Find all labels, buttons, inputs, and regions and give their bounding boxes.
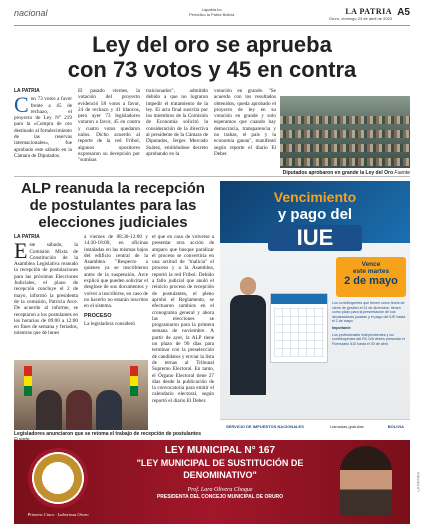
story1-caption-text: Diputados aprobaron en grande la Ley del Oro xyxy=(282,170,394,176)
story1-dropcap: C xyxy=(14,92,29,118)
banner-law-title: "LEY MUNICIPAL DE SUSTITUCIÓN DE DENOMINATIVO" xyxy=(136,458,304,480)
story2-headline: ALP reanuda la recepción de postulantes para las elecciones judiciales xyxy=(21,180,205,231)
story1-headline xyxy=(14,32,410,82)
official-portrait xyxy=(340,446,392,516)
story1-byline: LA PATRIA xyxy=(14,88,40,94)
story1-col3: traicionados", admitido debido a que no lograron impedir el tratamiento de la ley. El acta final suscrita por los miembros de la Comisión de Economía solicitó la consideración de la directiva al presidente de la Cámara de Diputados, Jerges Mercado Suárez, emitiéndose decreto aprobando en la xyxy=(146,88,208,157)
banner-signature: Prof. Lara Olivera Choque xyxy=(187,487,253,493)
ad-info-1: Los contribuyentes que tienen como fecha de cierre de gestión el 31 de diciembre, tienen como plazo para la presentación de sus declaraciones juradas y el pago del IUE hasta el 2 de mayo. xyxy=(332,301,406,324)
ad-info-2: Los profesionales independientes y los contribuyentes del RC-IVA deben presentar el Formulario 510 hasta el 30 de abril. xyxy=(332,332,405,346)
calendar-icon xyxy=(270,293,328,363)
ad-info-important: Importante xyxy=(332,325,351,330)
section-label: nacional xyxy=(14,8,48,18)
ad-footer xyxy=(220,419,410,433)
page-number: A5 xyxy=(397,7,410,18)
story2-col2-text: a viernes de 08:30-12:00 y 14:30-18:00, en oficinas instaladas en las mismas bajos del edificio central de la Asamblea. "Respecto a quienes ya se inscribieron antes de la suspensión, Arce explicó que pueden solicitar el desglose de sus documentos y volver a inscribirse, en caso de no hacerlo no estarán inscritos en el sistema. xyxy=(84,234,148,310)
story2-col2 xyxy=(84,234,148,358)
seal-caption: Primera Cinco · Laboriosa Oruro xyxy=(27,512,89,517)
ad-vence-date: 2 de mayo xyxy=(344,275,398,287)
ad-due-date-badge xyxy=(336,257,406,297)
municipal-banner[interactable] xyxy=(14,440,410,524)
story1-col2: El pasado viernes, la votación del proyecto evidenció 58 votos a favor, 24 de rechazo y 41 blancos, pero ayer 73 legisladores votaron a favor, 45 en contra y cuatro votos quedaron nulos. Dicho acuerdo al reporte de la red Fribol, algunos opositores expresaron su decepción por "sumisas xyxy=(78,88,140,164)
story2-col1-text: ste sábado, la Comisión Mixta de Constitución de la Asamblea Legislativa reanudó la recepción de postulaciones para las próximas Elecciones Judiciales, el plazo de recepción concluye el 2 de mayo, informó la presidenta de la comisión, Patricia Arce. De acuerdo al informe, se receptaron a los postulantes en los horarios de 09:00 a 12:00 en fines de semana y feriados, mientras que de lunes xyxy=(14,242,78,337)
page-header xyxy=(14,6,410,26)
story2-subhead: PROCESO xyxy=(84,312,112,319)
ad-info-text xyxy=(332,301,406,348)
story1-headline-line1: Ley del oro se aprueba xyxy=(92,32,332,57)
ad-vence: Vence xyxy=(361,261,381,268)
story1-col4: votación en grande. "Se acuerdo con los resultados obtenidos, queda aprobado el proyecto de ley en su votación en grande y solo esperamos que cuando hay democracia, transparencia y no trabas, el país y la economía ganan", manifestó según reporte el diario El Deber. xyxy=(214,88,276,157)
ad-iue-badge: IUE xyxy=(268,225,362,251)
story2-byline: LA PATRIA xyxy=(14,234,40,240)
ad-footer-right: BOLIVIA xyxy=(387,424,404,429)
story1-headline-line2: con 73 votos y 45 en contra xyxy=(67,57,357,82)
side-label: LA PATRIA xyxy=(416,472,421,492)
header-url[interactable]: Lapatria.bo xyxy=(201,7,222,12)
ad-person-illustration xyxy=(228,277,268,397)
ad-footer-left: SERVICIO DE IMPUESTOS NACIONALES xyxy=(226,424,304,429)
story2-col1 xyxy=(14,234,78,358)
ad-vence-day: este martes xyxy=(352,268,390,275)
municipal-seal-icon xyxy=(28,448,88,508)
banner-text xyxy=(100,444,340,500)
header-center xyxy=(189,7,234,17)
tax-advertisement[interactable] xyxy=(220,181,410,433)
ad-title-line2: y pago del xyxy=(277,206,353,223)
story2-dropcap: E xyxy=(14,238,28,264)
ad-footer-mid: Llamadas gratuitas xyxy=(330,424,364,429)
story1-photo[interactable] xyxy=(280,96,410,168)
header-brand-block xyxy=(329,7,392,21)
story2-col2b-text: La legisladora consideró xyxy=(84,320,135,327)
issue-date: Oruro, domingo 23 de abril de 2023 xyxy=(328,16,392,21)
story1-col1-text: on 73 votos a favor frente a 45 de rechazo, el proyecto de Ley N° 219 para la «Compra de oro destinado al fortalecimiento de las reservas internacionales», fue aprobado este sábado en la Cámara de Diputados. xyxy=(14,96,72,159)
brand-logo: LA PATRIA xyxy=(345,7,392,16)
banner-role: PRESIDENTA DEL CONCEJO MUNICIPAL DE ORURO xyxy=(156,494,284,500)
story2-col3: el que en caso de volverse a presentar otra acción de amparo que busque paralizar el proceso se convertiría en una actitud de "malicia" el proceso y a la Asamblea, reportó la red Fribol. Debido a fallo judicial que anuló el reinicio proceso de recepción de postulantes, el pleno aprobó el Reglamento, se efectuaron cambios en el cronograma general y ahora las elecciones se programaron para la primera semana de noviembre. A partir de ayer, la ALP tiene un plazo de 90 días para terminar con la preselección de candidatos y enviar la lista de ternas al Tribunal Supremo Electoral. En tanto, el Órgano Electoral tiene 27 días desde la publicación de la convocatoria para emitir el calendario electoral, según reportó el diario El Deber. xyxy=(152,234,214,404)
story2-caption-text: Legisladores anunciaron que se retoma el trabajo de recepción de postulantes xyxy=(14,431,201,437)
story2-photo[interactable] xyxy=(14,360,148,430)
ad-title-line1: Vencimiento xyxy=(273,189,357,205)
story1-caption-credit: Fuente xyxy=(394,170,410,176)
header-subtitle: Periódico la Patria Bolivia xyxy=(189,12,235,17)
section-divider xyxy=(14,176,410,177)
banner-law-number: LEY MUNICIPAL N° 167 xyxy=(164,445,276,456)
story1-col1 xyxy=(14,88,72,173)
